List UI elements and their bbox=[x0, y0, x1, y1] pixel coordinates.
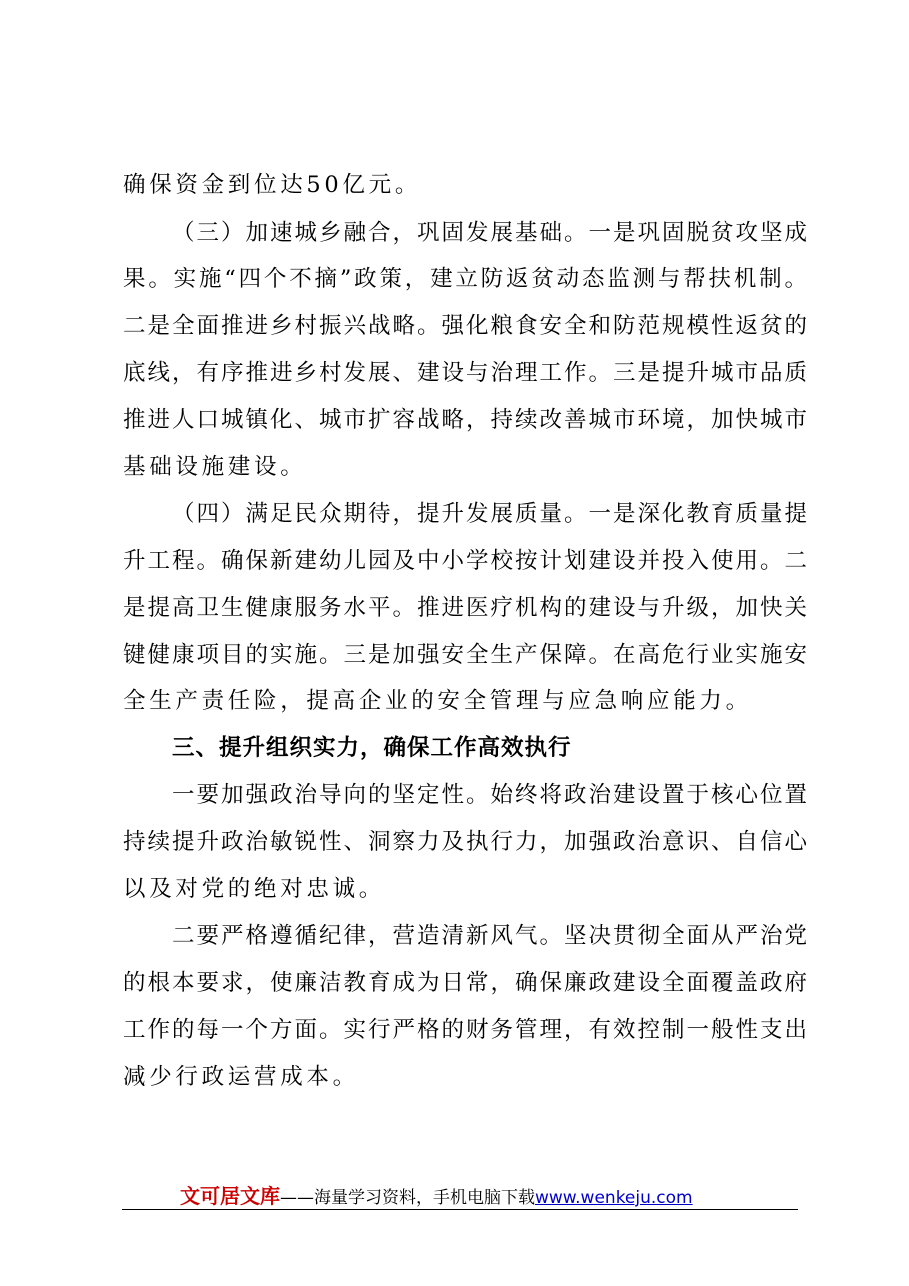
paragraph-line: 二是全面推进乡村振兴战略。强化粮食安全和防范规模性返贫的 bbox=[123, 313, 807, 339]
paragraph-line: 基础设施建设。 bbox=[123, 454, 307, 480]
page-footer bbox=[180, 1184, 693, 1210]
paragraph-line: 底线，有序推进乡村发展、建设与治理工作。三是提升城市品质 bbox=[123, 360, 807, 386]
footer-divider bbox=[122, 1209, 798, 1210]
paragraph-line: （四）满足民众期待，提升发展质量。一是深化教育质量提 bbox=[172, 501, 807, 527]
paragraph-line: 以及对党的绝对忠诚。 bbox=[123, 876, 386, 902]
paragraph-line: 推进人口城镇化、城市扩容战略，持续改善城市环境，加快城市 bbox=[123, 407, 807, 433]
paragraph-line: 二要严格遵循纪律，营造清新风气。坚决贯彻全面从严治党 bbox=[172, 923, 807, 949]
paragraph-line: 升工程。确保新建幼儿园及中小学校按计划建设并投入使用。二 bbox=[123, 548, 807, 574]
section-heading: 三、提升组织实力，确保工作高效执行 bbox=[172, 735, 572, 761]
paragraph-line: 持续提升政治敏锐性、洞察力及执行力，加强政治意识、自信心 bbox=[123, 829, 807, 855]
paragraph-line: 工作的每一个方面。实行严格的财务管理，有效控制一般性支出 bbox=[123, 1017, 807, 1043]
footer-url-link[interactable]: www.wenkeju.com bbox=[535, 1188, 693, 1208]
paragraph-line: 的根本要求，使廉洁教育成为日常，确保廉政建设全面覆盖政府 bbox=[123, 970, 807, 996]
footer-slogan: 海量学习资料，手机电脑下载 bbox=[314, 1188, 535, 1208]
paragraph-line: 果。实施“四个不摘”政策，建立防返贫动态监测与帮扶机制。 bbox=[123, 266, 807, 292]
paragraph-line: 是提高卫生健康服务水平。推进医疗机构的建设与升级，加快关 bbox=[123, 595, 807, 621]
paragraph-line: 一要加强政治导向的坚定性。始终将政治建设置于核心位置 bbox=[172, 782, 807, 808]
footer-brand: 文可居文库 bbox=[180, 1184, 280, 1208]
footer-dash: —— bbox=[280, 1188, 314, 1208]
paragraph-line: 键健康项目的实施。三是加强安全生产保障。在高危行业实施安 bbox=[123, 642, 807, 668]
paragraph-line: 减少行政运营成本。 bbox=[123, 1064, 359, 1090]
paragraph-line: 全生产责任险，提高企业的安全管理与应急响应能力。 bbox=[123, 688, 752, 714]
paragraph-line: （三）加速城乡融合，巩固发展基础。一是巩固脱贫攻坚成 bbox=[172, 220, 807, 246]
paragraph-line: 确保资金到位达50亿元。 bbox=[123, 172, 422, 198]
